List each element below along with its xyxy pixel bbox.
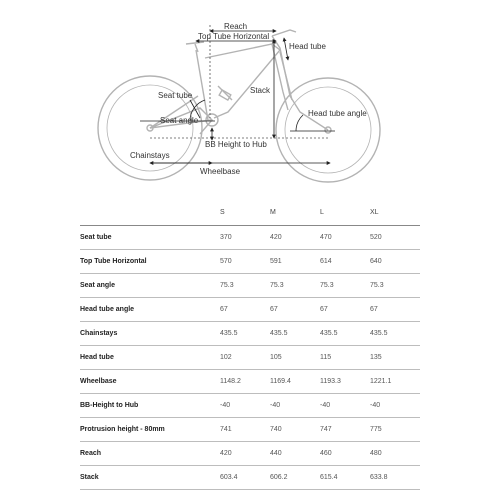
row-value: 520 — [370, 226, 420, 250]
table-row — [80, 442, 420, 466]
table-row — [80, 466, 420, 490]
row-label: Stack — [80, 466, 220, 490]
row-value: 470 — [320, 226, 370, 250]
table-row — [80, 250, 420, 274]
row-label: Wheelbase — [80, 370, 220, 394]
geometry-table — [80, 200, 420, 490]
row-value: 615.4 — [320, 466, 370, 490]
row-value: 740 — [270, 418, 320, 442]
row-value: 775 — [370, 418, 420, 442]
row-value: 614 — [320, 250, 370, 274]
row-value: 420 — [270, 226, 320, 250]
row-value: 115 — [320, 346, 370, 370]
row-value: 435.5 — [220, 322, 270, 346]
row-value: 633.8 — [370, 466, 420, 490]
row-value: 67 — [220, 298, 270, 322]
row-value: 591 — [270, 250, 320, 274]
row-value: 75.3 — [270, 274, 320, 298]
label-head-tube-angle: Head tube angle — [308, 109, 367, 118]
row-value: 75.3 — [370, 274, 420, 298]
row-value: 435.5 — [370, 322, 420, 346]
row-value: 370 — [220, 226, 270, 250]
size-header: L — [320, 200, 370, 226]
row-value: 460 — [320, 442, 370, 466]
row-label: Head tube angle — [80, 298, 220, 322]
label-bb-height: BB Height to Hub — [205, 140, 267, 149]
row-value: 603.4 — [220, 466, 270, 490]
row-label: BB-Height to Hub — [80, 394, 220, 418]
row-value: 741 — [220, 418, 270, 442]
row-value: 102 — [220, 346, 270, 370]
row-value: 640 — [370, 250, 420, 274]
label-reach: Reach — [224, 22, 248, 31]
row-value: 435.5 — [320, 322, 370, 346]
row-label: Seat tube — [80, 226, 220, 250]
table-row — [80, 346, 420, 370]
row-label: Head tube — [80, 346, 220, 370]
row-label: Protrusion height - 80mm — [80, 418, 220, 442]
row-value: 67 — [320, 298, 370, 322]
header-label-cell — [80, 200, 220, 226]
row-value: 1169.4 — [270, 370, 320, 394]
table-row — [80, 418, 420, 442]
row-value: 67 — [270, 298, 320, 322]
row-label: Reach — [80, 442, 220, 466]
table-row — [80, 370, 420, 394]
row-value: 105 — [270, 346, 320, 370]
table-header-row — [80, 200, 420, 226]
table-row — [80, 274, 420, 298]
table-row — [80, 322, 420, 346]
row-value: 1221.1 — [370, 370, 420, 394]
label-seat-tube: Seat tube — [158, 91, 193, 100]
row-label: Chainstays — [80, 322, 220, 346]
size-header: M — [270, 200, 320, 226]
row-value: 747 — [320, 418, 370, 442]
row-value: -40 — [220, 394, 270, 418]
diagram-labels — [130, 22, 367, 176]
label-stack: Stack — [250, 86, 271, 95]
row-value: 606.2 — [270, 466, 320, 490]
row-value: 480 — [370, 442, 420, 466]
label-head-tube: Head tube — [289, 42, 326, 51]
bike-geometry-diagram — [0, 0, 500, 195]
row-value: 1148.2 — [220, 370, 270, 394]
table-row — [80, 226, 420, 250]
row-value: 570 — [220, 250, 270, 274]
table-row — [80, 394, 420, 418]
row-label: Top Tube Horizontal — [80, 250, 220, 274]
label-wheelbase: Wheelbase — [200, 167, 241, 176]
row-value: -40 — [270, 394, 320, 418]
row-value: 75.3 — [220, 274, 270, 298]
row-value: 420 — [220, 442, 270, 466]
row-value: 1193.3 — [320, 370, 370, 394]
row-value: -40 — [370, 394, 420, 418]
label-top-tube: Top Tube Horizontal — [198, 32, 270, 41]
size-header: XL — [370, 200, 420, 226]
size-header: S — [220, 200, 270, 226]
row-value: 75.3 — [320, 274, 370, 298]
row-value: 135 — [370, 346, 420, 370]
row-value: 67 — [370, 298, 420, 322]
row-value: 440 — [270, 442, 320, 466]
row-value: -40 — [320, 394, 370, 418]
table-row — [80, 298, 420, 322]
label-seat-angle: Seat angle — [160, 116, 199, 125]
label-chainstays: Chainstays — [130, 151, 170, 160]
row-value: 435.5 — [270, 322, 320, 346]
row-label: Seat angle — [80, 274, 220, 298]
